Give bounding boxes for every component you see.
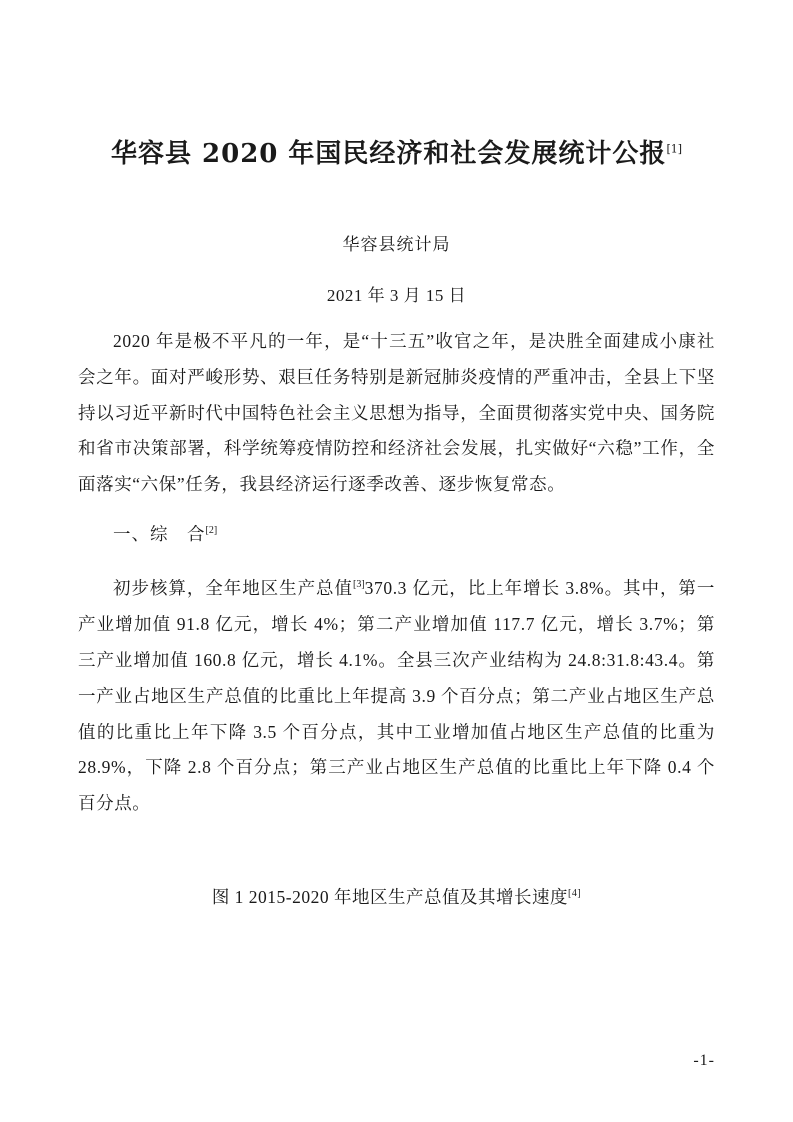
section-heading-1-text: 一、综 合	[113, 524, 206, 545]
paragraph-intro: 2020 年是极不平凡的一年，是“十三五”收官之年，是决胜全面建成小康社会之年。面对严峻形势、艰巨任务特别是新冠肺炎疫情的严重冲击，全县上下坚持以习近平新时代中国特色社会主义思想为指导，全面贯彻落实党中央、国务院和省市决策部署，科学统筹疫情防控和经济社会发展，扎实做好“六稳”工作，全面落实“六保”任务，我县经济运行逐季改善、逐步恢复常态。	[78, 330, 715, 495]
figure-1-footnote-marker: [4]	[568, 888, 582, 900]
issuer-line: 华容县统计局	[342, 234, 451, 254]
section-heading-1-footnote-marker: [2]	[205, 525, 218, 537]
section-heading-1	[78, 517, 715, 553]
paragraph-gdp-body: 370.3 亿元，比上年增长 3.8%。其中，第一产业增加值 91.8 亿元，增长 4%；第二产业增加值 117.7 亿元，增长 3.7%；第三产业增加值 160.8 亿元，增长 4.1%。全县三次产业结构为 24.8:31.8:43.4。第一产业占地区生产总值的比重比上年提高 3.9 个百分点；第二产业占地区生产总值的比重比上年下降 3.5 个百分点，其中工业增加值占地区生产总值的比重为 28.9%，下降 2.8 个百分点；第三产业占地区生产总值的比重比上年下降 0.4 个百分点。	[78, 578, 715, 814]
page-title	[78, 138, 715, 172]
page-title-text: 华容县 2020 年国民经济和社会发展统计公报	[110, 139, 667, 169]
paragraph-gdp-footnote-marker: [3]	[352, 579, 365, 591]
figure-1-caption-text: 图 1 2015-2020 年地区生产总值及其增长速度	[211, 887, 569, 908]
paragraph-gdp	[78, 571, 715, 822]
figure-1-caption	[78, 884, 715, 909]
paragraph-gdp-lead: 初步核算，全年地区生产总值	[113, 578, 353, 599]
page-number: -1-	[693, 1052, 715, 1069]
document-date: 2021 年 3 月 15 日	[326, 285, 467, 305]
page-title-footnote-marker: [1]	[666, 142, 683, 156]
